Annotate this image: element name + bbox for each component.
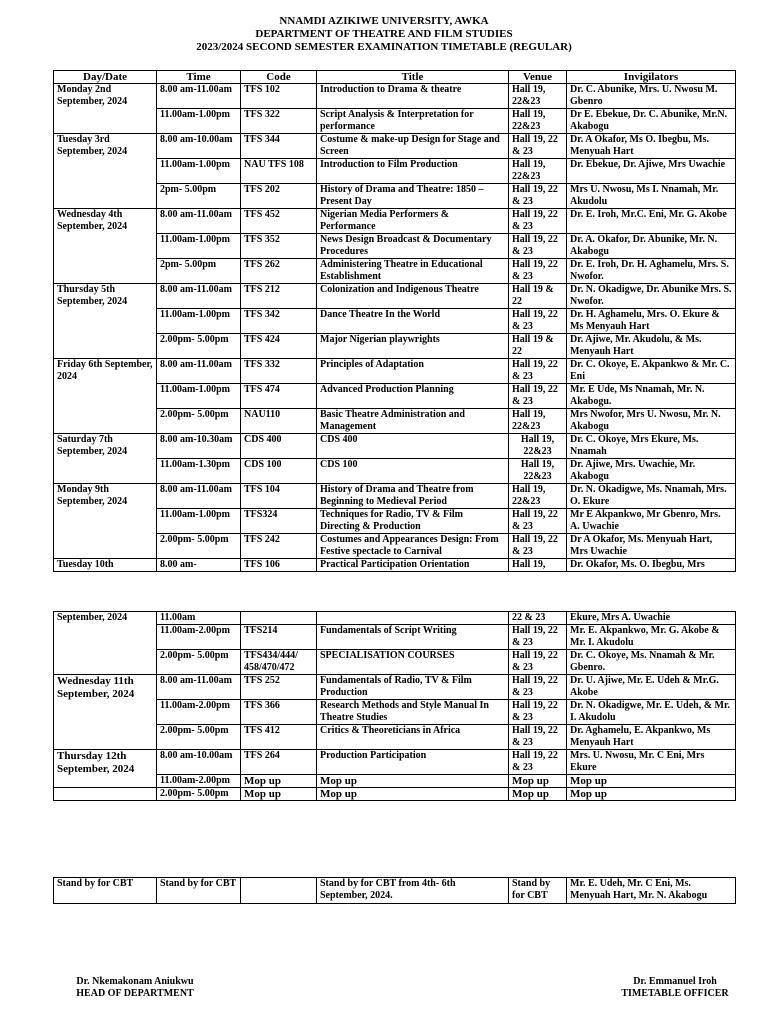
university-name: NNAMDI AZIKIWE UNIVERSITY, AWKA <box>279 15 489 27</box>
title-cell: Nigerian Media Performers & Performance <box>317 209 509 234</box>
invigilators-cell: Dr. N. Okadigwe, Mr. E. Udeh, & Mr. I. Akudolu <box>567 700 736 725</box>
hod-name: Dr. Nkemakonam Aniukwu <box>76 976 194 987</box>
code-cell: TFS 342 <box>241 309 317 334</box>
code-cell: NAU TFS 108 <box>241 159 317 184</box>
officer-name: Dr. Emmanuel Iroh <box>633 976 717 987</box>
time-cell: Stand by for CBT <box>157 878 241 904</box>
venue-cell: Hall 19, 22 & 23 <box>509 359 567 384</box>
table-row <box>54 259 736 284</box>
title-cell: Mop up <box>317 775 509 788</box>
invigilators-cell: Dr. C. Okoye, E. Akpankwo & Mr. C. Eni <box>567 359 736 384</box>
table-row <box>54 384 736 409</box>
title-cell: Introduction to Film Production <box>317 159 509 184</box>
venue-cell: Hall 19, 22 & 23 <box>509 675 567 700</box>
col-header-title: Title <box>317 71 509 84</box>
title-cell: Research Methods and Style Manual In Theatre Studies <box>317 700 509 725</box>
venue-cell: Hall 19, 22 & 23 <box>509 184 567 209</box>
time-cell: 2.00pm- 5.00pm <box>157 788 241 801</box>
title-cell: Basic Theatre Administration and Management <box>317 409 509 434</box>
table-row <box>54 359 736 384</box>
time-cell: 8.00 am-11.00am <box>157 84 241 109</box>
code-cell: TFS324 <box>241 509 317 534</box>
invigilators-cell: Dr. E. Iroh, Mr.C. Eni, Mr. G. Akobe <box>567 209 736 234</box>
invigilators-cell: Dr. Ebekue, Dr. Ajiwe, Mrs Uwachie <box>567 159 736 184</box>
venue-cell: Stand by for CBT <box>509 878 567 904</box>
venue-cell: Hall 19 & 22 <box>509 284 567 309</box>
venue-cell: Hall 19, 22 & 23 <box>509 234 567 259</box>
title-cell: CDS 400 <box>317 434 509 459</box>
code-cell: TFS 344 <box>241 134 317 159</box>
venue-cell: Hall 19, 22&23 <box>509 109 567 134</box>
table-row <box>54 184 736 209</box>
title-cell: History of Drama and Theatre from Beginning to Medieval Period <box>317 484 509 509</box>
venue-cell: Hall 19, 22 & 23 <box>509 650 567 675</box>
time-cell: 8.00 am-11.00am <box>157 359 241 384</box>
title-cell: Fundamentals of Script Writing <box>317 625 509 650</box>
time-cell: 11.00am-1.00pm <box>157 509 241 534</box>
venue-cell: Hall 19, 22&23 <box>509 159 567 184</box>
time-cell: 2pm- 5.00pm <box>157 259 241 284</box>
col-header-invigilators: Invigilators <box>567 71 736 84</box>
table-row <box>54 209 736 234</box>
title-cell: Administering Theatre in Educational Establishment <box>317 259 509 284</box>
table-row <box>54 675 736 700</box>
time-cell: 11.00am-2.00pm <box>157 700 241 725</box>
title-cell: History of Drama and Theatre: 1850 – Present Day <box>317 184 509 209</box>
time-cell: 2.00pm- 5.00pm <box>157 650 241 675</box>
time-cell: 11.00am-1.30pm <box>157 459 241 484</box>
day-cell: Thursday 5th September, 2024 <box>54 284 157 359</box>
invigilators-cell: Mop up <box>567 788 736 801</box>
invigilators-cell: Dr A Okafor, Ms. Menyuah Hart, Mrs Uwachie <box>567 534 736 559</box>
title-cell: Techniques for Radio, TV & Film Directing & Production <box>317 509 509 534</box>
time-cell: 11.00am <box>157 612 241 625</box>
time-cell: 11.00am-1.00pm <box>157 309 241 334</box>
invigilators-cell: Dr E. Ebekue, Dr. C. Abunike, Mr.N. Akabogu <box>567 109 736 134</box>
invigilators-cell: Dr. C. Abunike, Mrs. U. Nwosu M. Gbenro <box>567 84 736 109</box>
time-cell: 2.00pm- 5.00pm <box>157 725 241 750</box>
time-cell: 11.00am-1.00pm <box>157 384 241 409</box>
timetable-title: 2023/2024 SECOND SEMESTER EXAMINATION TIMETABLE (REGULAR) <box>196 41 572 53</box>
table-row <box>54 309 736 334</box>
time-cell: 8.00 am-10.30am <box>157 434 241 459</box>
title-cell: Advanced Production Planning <box>317 384 509 409</box>
title-cell: Script Analysis & Interpretation for performance <box>317 109 509 134</box>
day-cell: Tuesday 3rd September, 2024 <box>54 134 157 209</box>
title-cell: Practical Participation Orientation <box>317 559 509 572</box>
venue-cell: Hall 19, 22 & 23 <box>509 309 567 334</box>
venue-cell: Mop up <box>509 775 567 788</box>
col-header-venue: Venue <box>509 71 567 84</box>
standby-table <box>53 877 736 904</box>
invigilators-cell: Mr. E. Akpankwo, Mr. G. Akobe & Mr. I. Akudolu <box>567 625 736 650</box>
invigilators-cell: Mr E Akpankwo, Mr Gbenro, Mrs. A. Uwachie <box>567 509 736 534</box>
venue-cell: Hall 19, 22 & 23 <box>509 384 567 409</box>
table-row <box>54 459 736 484</box>
title-cell: Colonization and Indigenous Theatre <box>317 284 509 309</box>
table-row <box>54 534 736 559</box>
title-cell: News Design Broadcast & Documentary Procedures <box>317 234 509 259</box>
invigilators-cell: Mr. E Ude, Ms Nnamah, Mr. N. Akabogu. <box>567 384 736 409</box>
time-cell: 8.00 am-11.00am <box>157 209 241 234</box>
invigilators-cell: Mr. E. Udeh, Mr. C Eni, Ms. Menyuah Hart, Mr. N. Akabogu <box>567 878 736 904</box>
invigilators-cell: Dr. C. Okoye, Mrs Ekure, Ms. Nnamah <box>567 434 736 459</box>
code-cell: TFS 264 <box>241 750 317 775</box>
title-cell: Dance Theatre In the World <box>317 309 509 334</box>
timetable-officer-signature-block <box>600 976 750 1000</box>
invigilators-cell: Dr. A Okafor, Ms O. Ibegbu, Ms. Menyuah Hart <box>567 134 736 159</box>
code-cell <box>241 612 317 625</box>
invigilators-cell: Dr. H. Aghamelu, Mrs. O. Ekure & Ms Menyauh Hart <box>567 309 736 334</box>
invigilators-cell: Dr. U. Ajiwe, Mr. E. Udeh & Mr.G. Akobe <box>567 675 736 700</box>
time-cell: 11.00am-2.00pm <box>157 775 241 788</box>
time-cell: 8.00 am-10.00am <box>157 134 241 159</box>
table-row <box>54 159 736 184</box>
department-name: DEPARTMENT OF THEATRE AND FILM STUDIES <box>255 28 513 40</box>
title-cell <box>317 612 509 625</box>
code-cell: TFS 424 <box>241 334 317 359</box>
officer-role: TIMETABLE OFFICER <box>621 988 729 999</box>
invigilators-cell: Dr. E. Iroh, Dr. H. Aghamelu, Mrs. S. Nwofor. <box>567 259 736 284</box>
code-cell: TFS 106 <box>241 559 317 572</box>
day-cell: Wednesday 4th September, 2024 <box>54 209 157 284</box>
day-cell: Friday 6th September, 2024 <box>54 359 157 434</box>
title-cell: Fundamentals of Radio, TV & Film Production <box>317 675 509 700</box>
day-cell: Stand by for CBT <box>54 878 157 904</box>
table-row <box>54 484 736 509</box>
table-row <box>54 775 736 788</box>
hod-signature-block <box>60 976 210 1000</box>
document-header <box>0 15 768 54</box>
code-cell: TFS 452 <box>241 209 317 234</box>
code-cell: Mop up <box>241 788 317 801</box>
venue-cell: Hall 19, 22&23 <box>509 459 567 484</box>
table-row <box>54 509 736 534</box>
time-cell: 11.00am-1.00pm <box>157 159 241 184</box>
table-row <box>54 84 736 109</box>
code-cell: TFS 474 <box>241 384 317 409</box>
venue-cell: 22 & 23 <box>509 612 567 625</box>
time-cell: 8.00 am-10.00am <box>157 750 241 775</box>
table-row <box>54 725 736 750</box>
time-cell: 2.00pm- 5.00pm <box>157 334 241 359</box>
invigilators-cell: Dr. N. Okadigwe, Ms. Nnamah, Mrs. O. Ekure <box>567 484 736 509</box>
code-cell: TFS 352 <box>241 234 317 259</box>
table-row <box>54 750 736 775</box>
table-row <box>54 650 736 675</box>
invigilators-cell: Mrs U. Nwosu, Ms I. Nnamah, Mr. Akudolu <box>567 184 736 209</box>
code-cell: TFS 366 <box>241 700 317 725</box>
invigilators-cell: Mrs. U. Nwosu, Mr. C Eni, Mrs Ekure <box>567 750 736 775</box>
code-cell: TFS 262 <box>241 259 317 284</box>
code-cell: TFS 104 <box>241 484 317 509</box>
invigilators-cell: Dr. A. Okafor, Dr. Abunike, Mr. N. Akabogu <box>567 234 736 259</box>
title-cell: Principles of Adaptation <box>317 359 509 384</box>
title-cell: Critics & Theoreticians in Africa <box>317 725 509 750</box>
title-cell: Stand by for CBT from 4th- 6th September, 2024. <box>317 878 509 904</box>
code-cell: CDS 400 <box>241 434 317 459</box>
invigilators-cell: Mop up <box>567 775 736 788</box>
hod-role: HEAD OF DEPARTMENT <box>76 988 194 999</box>
table-row <box>54 409 736 434</box>
invigilators-cell: Dr. Ajiwe, Mr. Akudolu, & Ms. Menyauh Hart <box>567 334 736 359</box>
title-cell: Production Participation <box>317 750 509 775</box>
timetable-part-2 <box>53 611 736 801</box>
code-cell: NAU110 <box>241 409 317 434</box>
table-row <box>54 612 736 625</box>
table-row <box>54 700 736 725</box>
venue-cell: Hall 19 & 22 <box>509 334 567 359</box>
venue-cell: Hall 19, <box>509 559 567 572</box>
code-cell: TFS 322 <box>241 109 317 134</box>
code-cell: TFS 242 <box>241 534 317 559</box>
venue-cell: Hall 19, 22 & 23 <box>509 209 567 234</box>
day-cell: Saturday 7th September, 2024 <box>54 434 157 484</box>
time-cell: 2.00pm- 5.00pm <box>157 409 241 434</box>
table-row <box>54 788 736 801</box>
venue-cell: Hall 19, 22&23 <box>509 409 567 434</box>
code-cell: TFS 252 <box>241 675 317 700</box>
venue-cell: Mop up <box>509 788 567 801</box>
table-row <box>54 234 736 259</box>
code-cell: TFS434/444/ 458/470/472 <box>241 650 317 675</box>
table-row <box>54 878 736 904</box>
venue-cell: Hall 19, 22 & 23 <box>509 134 567 159</box>
table-row <box>54 334 736 359</box>
venue-cell: Hall 19, 22 & 23 <box>509 259 567 284</box>
title-cell: CDS 100 <box>317 459 509 484</box>
title-cell: SPECIALISATION COURSES <box>317 650 509 675</box>
code-cell: Mop up <box>241 775 317 788</box>
invigilators-cell: Mrs Nwofor, Mrs U. Nwosu, Mr. N. Akabogu <box>567 409 736 434</box>
code-cell: TFS 412 <box>241 725 317 750</box>
table-row <box>54 109 736 134</box>
day-cell: Tuesday 10th <box>54 559 157 572</box>
invigilators-cell: Dr. Aghamelu, E. Akpankwo, Ms Menyauh Hart <box>567 725 736 750</box>
col-header-day: Day/Date <box>54 71 157 84</box>
time-cell: 2pm- 5.00pm <box>157 184 241 209</box>
time-cell: 11.00am-2.00pm <box>157 625 241 650</box>
venue-cell: Hall 19, 22&23 <box>509 434 567 459</box>
col-header-code: Code <box>241 71 317 84</box>
title-cell: Mop up <box>317 788 509 801</box>
time-cell: 11.00am-1.00pm <box>157 109 241 134</box>
title-cell: Introduction to Drama & theatre <box>317 84 509 109</box>
invigilators-cell: Ekure, Mrs A. Uwachie <box>567 612 736 625</box>
day-cell: Monday 2nd September, 2024 <box>54 84 157 134</box>
venue-cell: Hall 19, 22&23 <box>509 484 567 509</box>
table-row <box>54 434 736 459</box>
venue-cell: Hall 19, 22 & 23 <box>509 534 567 559</box>
time-cell: 8.00 am-11.00am <box>157 675 241 700</box>
invigilators-cell: Dr. C. Okoye, Ms. Nnamah & Mr. Gbenro. <box>567 650 736 675</box>
table-row <box>54 284 736 309</box>
venue-cell: Hall 19, 22 & 23 <box>509 625 567 650</box>
venue-cell: Hall 19, 22 & 23 <box>509 509 567 534</box>
invigilators-cell: Dr. Okafor, Ms. O. Ibegbu, Mrs <box>567 559 736 572</box>
day-cell: Wednesday 11th September, 2024 <box>54 675 157 750</box>
venue-cell: Hall 19, 22 & 23 <box>509 700 567 725</box>
code-cell: TFS 202 <box>241 184 317 209</box>
day-cell: Monday 9th September, 2024 <box>54 484 157 559</box>
timetable-part-1 <box>53 70 736 572</box>
invigilators-cell: Dr. Ajiwe, Mrs. Uwachie, Mr. Akabogu <box>567 459 736 484</box>
code-cell: TFS214 <box>241 625 317 650</box>
time-cell: 8.00 am-11.00am <box>157 484 241 509</box>
code-cell: TFS 212 <box>241 284 317 309</box>
day-cell <box>54 788 157 801</box>
time-cell: 8.00 am- <box>157 559 241 572</box>
title-cell: Costumes and Appearances Design: From Festive spectacle to Carnival <box>317 534 509 559</box>
time-cell: 2.00pm- 5.00pm <box>157 534 241 559</box>
code-cell <box>241 878 317 904</box>
day-cell: Thursday 12th September, 2024 <box>54 750 157 788</box>
time-cell: 11.00am-1.00pm <box>157 234 241 259</box>
code-cell: TFS 102 <box>241 84 317 109</box>
title-cell: Costume & make-up Design for Stage and Screen <box>317 134 509 159</box>
venue-cell: Hall 19, 22 & 23 <box>509 750 567 775</box>
venue-cell: Hall 19, 22&23 <box>509 84 567 109</box>
table-row <box>54 625 736 650</box>
title-cell: Major Nigerian playwrights <box>317 334 509 359</box>
time-cell: 8.00 am-11.00am <box>157 284 241 309</box>
code-cell: TFS 332 <box>241 359 317 384</box>
code-cell: CDS 100 <box>241 459 317 484</box>
invigilators-cell: Dr. N. Okadigwe, Dr. Abunike Mrs. S. Nwofor. <box>567 284 736 309</box>
table-row <box>54 559 736 572</box>
col-header-time: Time <box>157 71 241 84</box>
venue-cell: Hall 19, 22 & 23 <box>509 725 567 750</box>
table-row <box>54 134 736 159</box>
day-cell: September, 2024 <box>54 612 157 675</box>
header-row <box>54 71 736 84</box>
